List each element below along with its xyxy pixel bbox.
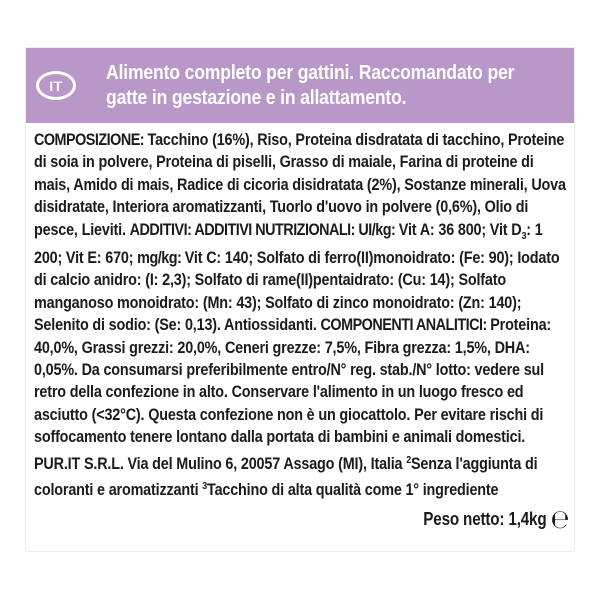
ingredient-segment: Vit C: 140; Solfato di ferro(II)monoidrato: (Fe: 90); Iodato di calcio anidro: (I: 2,3); Solfato di rame(II)pentaidrato: (Cu: 14); Solfato manganoso monoidrato: (Mn: 43); Solfato di zinco monoidrato: (Zn: 140); Selenito di sodio: (Se: 0,13). Antiossidanti.	[34, 248, 560, 335]
ingredient-segment: : 1 200; Vit E: 670;	[34, 219, 543, 268]
net-weight-label: Peso netto: 1,4kg	[423, 508, 547, 529]
ingredient-segment: 3	[202, 480, 208, 493]
net-weight-line	[34, 504, 571, 535]
ingredient-segment: Vit A: 36 800; Vit D	[398, 219, 522, 239]
header-band	[26, 48, 574, 123]
language-badge-text: IT	[49, 78, 63, 94]
ingredient-segment: Tacchino di alta qualità come 1° ingrediente	[207, 480, 499, 500]
ingredient-segment: COMPOSIZIONE:	[34, 130, 148, 149]
ingredient-segment: COMPONENTI ANALITICI:	[320, 315, 491, 335]
header-title: Alimento completo per gattini. Raccomandato per gatte in gestazione e in allattamento.	[106, 61, 515, 109]
ingredient-segment: Tacchino (16%), Riso, Proteina disdratata di tacchino, Proteine di soia in polvere, Proteina di piselli, Grasso di maiale, Farina di proteine di mais, Amido di mais, Radice di cicoria disidratata (2%), Sostanze minerali, Uova disidratate, Interiora aromatizzanti, Tuorlo d'uovo in polvere (0,6%), Olio di pesce, Lieviti.	[34, 130, 566, 239]
ingredient-segment: 2	[406, 453, 412, 466]
ingredients-paragraph	[34, 129, 571, 502]
text-area	[34, 129, 571, 535]
language-badge	[36, 71, 76, 100]
estimated-sign-icon: ℮	[550, 504, 570, 535]
ingredient-segment: mg/kg:	[137, 248, 185, 268]
ingredient-segment: 3	[521, 229, 527, 242]
ingredient-segment: Proteina: 40,0%, Grassi grezzi: 20,0%, Ceneri grezze: 7,5%, Fibra grezza: 1,5%, DHA: 0,05%. Da consumarsi preferibilmente entro/N° reg. stab./N° lotto: vedere sul retro della confezione in alto. Conservare l'alimento in un luogo fresco ed asciutto (<32°C). Questa confezione non è un giocattolo. Per evitare rischi di soffocamento tenere lontano dalla portata di bambini e animali domestici. PUR.IT S.R.L. Via del Mulino 6, 20057 Assago (MI), Italia	[34, 315, 552, 473]
ingredient-segment: Senza l'aggiunta di coloranti e aromatizzanti	[34, 453, 538, 500]
ingredient-segment: ADDITIVI: ADDITIVI NUTRIZIONALI: UI/kg:	[129, 219, 399, 239]
label-panel	[25, 47, 575, 552]
